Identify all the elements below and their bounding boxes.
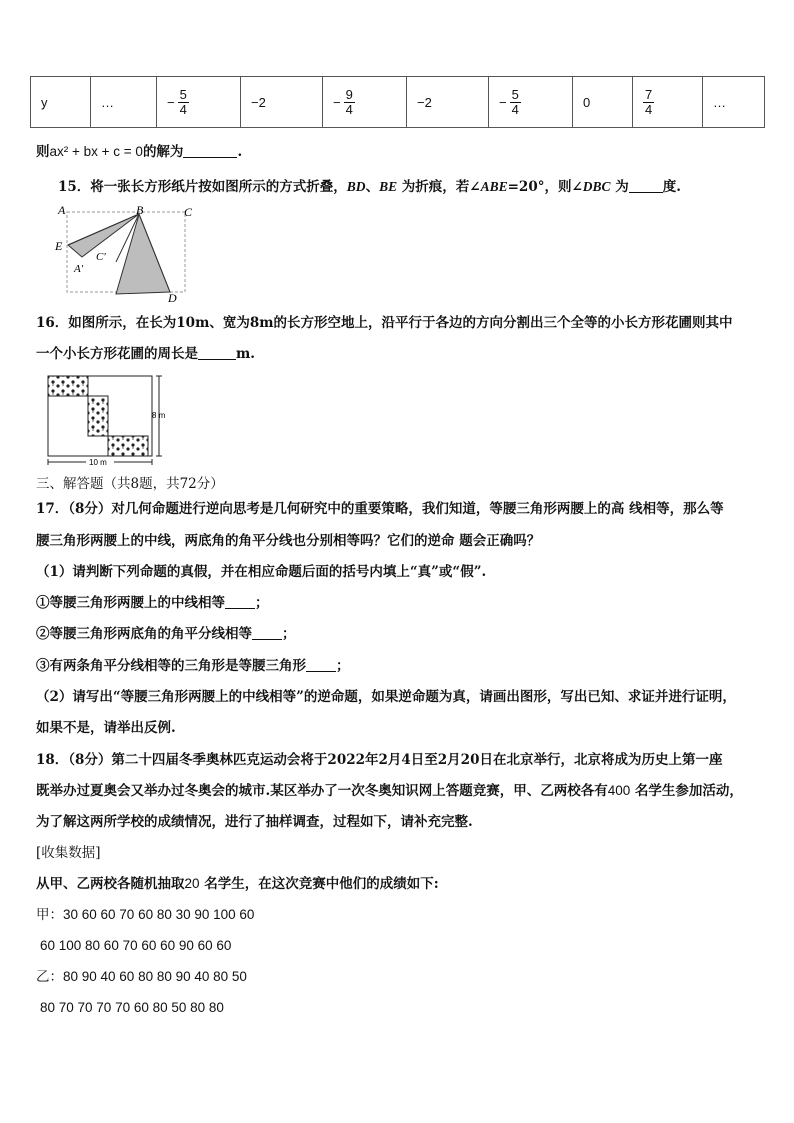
q14-answer-line: 则ax² + bx + c = 0的解为 . xyxy=(36,144,243,160)
label-a: A xyxy=(58,203,66,217)
table-cell: … xyxy=(703,77,765,128)
garden-2 xyxy=(88,396,108,436)
table-cell: − $\frac{5}{4}$ xyxy=(489,77,573,128)
q18-collect-heading: [收集数据] xyxy=(36,845,101,861)
folded-flap-right xyxy=(116,214,170,294)
label-a-prime: A′ xyxy=(74,263,84,275)
school-yi-scores-2: 80 70 70 70 70 60 80 50 80 80 xyxy=(40,1000,224,1015)
table-cell: −2 xyxy=(241,77,323,128)
table-cell: 0 xyxy=(573,77,633,128)
y-row xyxy=(31,77,765,128)
label-b: B xyxy=(136,203,144,217)
answer-blank xyxy=(225,594,255,609)
q18-line-3: 为了解这两所学校的成绩情况，进行了抽样调查，过程如下，请补充完整. xyxy=(36,814,473,830)
q15-text: 15．将一张长方形纸片按如图所示的方式折叠，BD、BE 为折痕，若∠ABE=20°，则∠DBC 为 度. xyxy=(58,179,681,195)
label-c: C xyxy=(184,205,193,219)
label-e: E xyxy=(55,239,63,253)
school-jia-scores-2: 60 100 80 60 70 60 60 90 60 60 xyxy=(40,938,232,953)
y-label-cell: y xyxy=(31,77,91,128)
q17-item-2: ②等腰三角形两底角的角平分线相等 ； xyxy=(36,626,296,642)
table-cell: − $\frac{9}{4}$ xyxy=(323,77,407,128)
q17-part-2-line-2: 如果不是，请举出反例. xyxy=(36,720,176,736)
y-value-table xyxy=(30,76,765,128)
q15-fold-figure xyxy=(52,202,194,304)
table-cell: … xyxy=(91,77,157,128)
answer-blank xyxy=(252,625,282,640)
answer-blank xyxy=(629,178,663,193)
width-label: 10 m xyxy=(89,458,107,467)
q16-line-2: 一个小长方形花圃的周长是 m. xyxy=(36,346,255,362)
height-label: 8 m xyxy=(152,411,166,420)
answer-blank xyxy=(183,143,237,158)
school-jia-scores-1: 甲：30 60 60 70 60 80 30 90 100 60 xyxy=(36,907,255,923)
garden-1 xyxy=(48,376,88,396)
q18-line-1: 18．（8分）第二十四届冬季奥林匹克运动会将于2022年2月4日至2月20日在北京举行，北京将成为历史上第一座 xyxy=(36,752,723,768)
table-cell: $\frac{7}{4}$ xyxy=(633,77,703,128)
q16-line-1: 16．如图所示，在长为10m、宽为8m的长方形空地上，沿平行于各边的方向分割出三个全等的小长方形花圃则其中 xyxy=(36,315,733,331)
q17-item-3: ③有两条角平分线相等的三角形是等腰三角形 ； xyxy=(36,658,350,674)
label-c-prime: C′ xyxy=(96,251,106,263)
section-3-heading: 三、解答题（共8题，共72分） xyxy=(36,476,224,492)
answer-blank xyxy=(306,657,336,672)
table-cell: − $\frac{5}{4}$ xyxy=(157,77,241,128)
school-yi-scores-1: 乙：80 90 40 60 80 80 90 40 80 50 xyxy=(36,969,247,985)
q16-garden-figure xyxy=(40,370,180,470)
garden-3 xyxy=(108,436,148,456)
q18-line-5: 从甲、乙两校各随机抽取20 名学生，在这次竞赛中他们的成绩如下: xyxy=(36,876,439,892)
q17-line-1: 17．（8分）对几何命题进行逆向思考是几何研究中的重要策略，我们知道，等腰三角形两腰上的高 线相等，那么等 xyxy=(36,501,724,517)
q17-line-2: 腰三角形两腰上的中线，两底角的角平分线也分别相等吗？它们的逆命 题会正确吗？ xyxy=(36,533,541,549)
answer-blank xyxy=(198,345,236,360)
table-cell: −2 xyxy=(407,77,489,128)
q17-part-2-line-1: （2）请写出“等腰三角形两腰上的中线相等”的逆命题，如果逆命题为真，请画出图形，写出已知、求证并进行证明， xyxy=(36,689,736,705)
q17-part-1: （1）请判断下列命题的真假，并在相应命题后面的括号内填上“真”或“假”. xyxy=(36,564,487,580)
label-d: D xyxy=(168,291,177,304)
q18-line-2: 既举办过夏奥会又举办过冬奥会的城市.某区举办了一次冬奥知识网上答题竞赛，甲、乙两校各有400 名学生参加活动， xyxy=(36,783,743,799)
q17-item-1: ①等腰三角形两腰上的中线相等 ； xyxy=(36,595,269,611)
